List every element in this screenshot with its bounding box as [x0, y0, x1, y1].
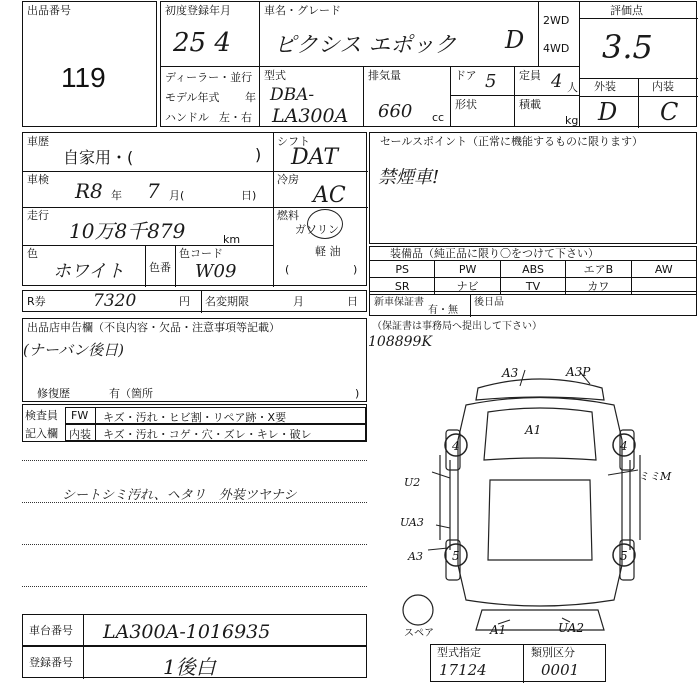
car-diagram	[390, 360, 690, 650]
equip-sr: SR	[370, 278, 435, 295]
handle-lr: 左・右	[219, 111, 252, 124]
declaration-label: 出品店申告欄（不良内容・欠品・注意事項等記載）	[27, 321, 280, 334]
mark-a3p: A3P	[566, 365, 591, 379]
warranty-row	[369, 294, 697, 316]
model-spec-box	[430, 644, 606, 682]
notes-area	[22, 446, 367, 606]
fuel-gas: ガソリン	[295, 223, 339, 236]
doors-box	[450, 66, 515, 96]
doors-value: 5	[485, 71, 497, 92]
chassis-label: 車台番号	[29, 624, 73, 637]
mark-5-left: 5	[452, 549, 460, 563]
fuel-diesel: 軽 油	[315, 245, 341, 258]
warranty-label: 新車保証書	[374, 297, 424, 308]
shift-value: DAT	[291, 145, 338, 170]
equip-empty	[631, 278, 696, 295]
mark-u2: U2	[404, 476, 421, 489]
class-value: 0001	[541, 661, 580, 679]
inspection-label: 車検	[27, 173, 49, 186]
inspection-day: 日)	[241, 189, 257, 202]
lot-label: 出品番号	[27, 4, 71, 17]
score-box	[579, 1, 697, 127]
drive-2wd: 2WD	[543, 14, 570, 27]
interior-label: 内装	[652, 80, 674, 93]
repair-label: 修復歴	[37, 387, 70, 400]
ac-label: 冷房	[277, 173, 299, 186]
mark-mimi: ミミM	[638, 470, 672, 483]
loading-label: 積載	[519, 98, 541, 111]
model-box	[259, 66, 364, 127]
first-reg-label: 初度登録年月	[165, 4, 231, 17]
shape-box	[450, 95, 515, 127]
spare-label: スペア	[404, 628, 434, 639]
color-code-value: W09	[195, 261, 237, 282]
mileage-label: 走行	[27, 209, 49, 222]
mark-a1-roof: A1	[525, 423, 542, 437]
lot-box	[22, 1, 157, 127]
history-block: 車歴 自家用・( ) 車検 R8 年 7 月( 日) 走行 10万8千879 km 色 ホワイト 色番 色コード W09 シフト DAT 冷房 AC 燃料 ガソリン 軽 油 ( )	[22, 132, 367, 286]
shape-label: 形状	[455, 98, 477, 111]
equip-navi: ナビ	[435, 278, 500, 295]
grade-value: D	[505, 26, 525, 54]
disp-label: 排気量	[368, 69, 401, 82]
recycle-row	[22, 290, 367, 312]
sales-label: セールスポイント（正常に機能するものに限ります）	[380, 135, 644, 148]
history-close: )	[255, 145, 262, 164]
interior-grade: C	[660, 98, 679, 126]
warranty-value: 有・無	[428, 305, 458, 316]
car-name-label: 車名・グレード	[264, 4, 341, 17]
chassis-value: LA300A-1016935	[103, 621, 271, 643]
warranty-next: 後日品	[474, 297, 504, 308]
capacity-label: 定員	[519, 69, 541, 82]
drive-box	[538, 1, 580, 67]
mark-ua2: UA2	[558, 621, 585, 635]
car-name-box	[259, 1, 539, 67]
model-label: 型式	[264, 69, 286, 82]
mileage-unit: km	[223, 233, 241, 246]
model-spec-label: 型式指定	[437, 646, 481, 659]
name-change-day: 日	[347, 295, 358, 308]
int-label: 内装	[69, 428, 91, 441]
mark-a3-side: A3	[408, 550, 423, 563]
fw-label: FW	[71, 409, 89, 422]
lot-number: 119	[61, 62, 106, 93]
mileage-value: 10万8千879	[69, 219, 186, 243]
record-label: （保証書は事務局へ提出して下さい）	[372, 321, 542, 332]
model-value1: DBA-	[270, 85, 315, 105]
recycle-label: R券	[27, 295, 46, 308]
notes-value: シートシミ汚れ、ヘタリ 外装ツヤナシ	[62, 488, 297, 503]
record-value: 108899K	[368, 334, 432, 350]
capacity-box	[514, 66, 580, 96]
name-change-label: 名変期限	[205, 295, 249, 308]
loading-unit: kg	[565, 114, 579, 127]
drive-4wd: 4WD	[543, 42, 570, 55]
recycle-unit: 円	[179, 295, 190, 308]
inspection-value: R8	[75, 179, 103, 203]
mark-5-right: 5	[620, 549, 628, 563]
class-label: 類別区分	[531, 646, 575, 659]
doors-label: ドア	[455, 69, 477, 82]
sales-value: 禁煙車!	[378, 167, 440, 188]
sales-box	[369, 132, 697, 244]
disp-value: 660	[378, 101, 413, 122]
color-value: ホワイト	[53, 261, 125, 282]
first-reg-value: 25 4	[173, 28, 231, 58]
equip-aw: AW	[631, 261, 696, 278]
model-year-unit: 年	[245, 91, 256, 104]
chassis-box	[22, 614, 367, 646]
disp-box	[363, 66, 451, 127]
equip-ps: PS	[370, 261, 435, 278]
loading-box	[514, 95, 580, 127]
inspection-month: 月(	[169, 189, 185, 202]
inspection-month-value: 7	[147, 179, 160, 203]
repair-value: 有（箇所	[109, 387, 153, 400]
ac-value: AC	[313, 183, 346, 208]
repair-close: )	[355, 387, 360, 400]
model-spec-value: 17124	[439, 661, 487, 679]
handle-label: ハンドル	[165, 111, 209, 124]
model-value2: LA300A	[272, 105, 349, 127]
equip-pw: PW	[435, 261, 500, 278]
registration-value: 1後白	[163, 655, 216, 679]
mark-ua3: UA3	[400, 516, 424, 529]
inspection-year: 年	[111, 189, 122, 202]
equip-abs: ABS	[500, 261, 565, 278]
score-value: 3.5	[602, 28, 653, 66]
exterior-label: 外装	[594, 80, 616, 93]
equip-leather: カワ	[566, 278, 631, 295]
history-label: 車歴	[27, 135, 49, 148]
recycle-value: 7320	[93, 291, 137, 311]
inspector-label2: 記入欄	[25, 427, 58, 440]
exterior-grade: D	[598, 98, 618, 126]
inspector-box	[22, 404, 367, 442]
dealer-label: ディーラー・並行	[165, 71, 253, 84]
mark-4-right: 4	[620, 439, 628, 453]
model-year-label: モデル年式	[165, 91, 220, 104]
declaration-box	[22, 318, 367, 402]
registration-box	[22, 646, 367, 678]
name-change-month: 月	[293, 295, 304, 308]
equipment-label: 装備品（純正品に限り〇をつけて下さい）	[390, 247, 599, 260]
dealer-box	[160, 66, 260, 127]
fw-items: キズ・汚れ・ヒビ割・リペア跡・X要	[103, 411, 287, 424]
history-value: 自家用・(	[63, 148, 134, 167]
first-reg-box	[160, 1, 260, 67]
capacity-unit: 人	[567, 81, 578, 94]
mark-a3-top: A3	[502, 366, 519, 380]
mark-a1-front: A1	[490, 623, 507, 637]
mark-4-left: 4	[452, 439, 460, 453]
equip-tv: TV	[500, 278, 565, 295]
car-name-value: ピクシス エポック	[274, 33, 457, 58]
capacity-value: 4	[551, 71, 563, 92]
fuel-label: 燃料	[277, 209, 299, 222]
disp-unit: cc	[432, 111, 445, 124]
declaration-value: (ナーバン後日)	[23, 341, 124, 359]
equipment-table	[369, 260, 697, 295]
registration-label: 登録番号	[29, 656, 73, 669]
color-num-label: 色番	[149, 261, 171, 274]
color-code-label: 色コード	[179, 247, 223, 260]
int-items: キズ・汚れ・コゲ・穴・ズレ・キレ・破レ	[103, 428, 312, 441]
score-label: 評価点	[610, 4, 643, 17]
color-label: 色	[27, 247, 38, 260]
inspector-label1: 検査員	[25, 409, 58, 422]
equip-airbag: エアB	[566, 261, 631, 278]
shift-label: シフト	[277, 135, 310, 148]
